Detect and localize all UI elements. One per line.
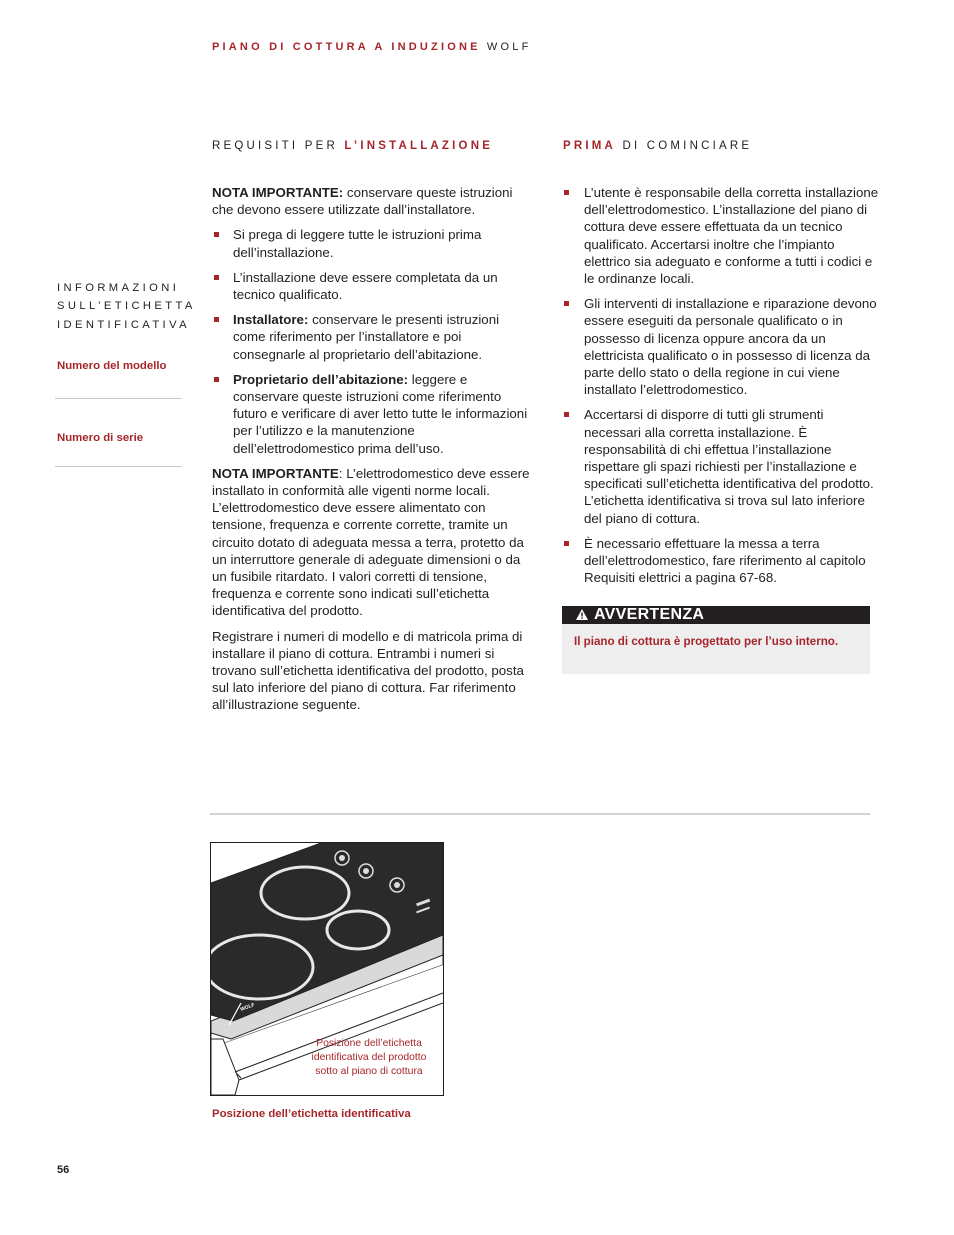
- cooktop-figure: [210, 842, 444, 1096]
- title-bold: L’INSTALLAZIONE: [344, 140, 494, 152]
- important-note-1: [212, 184, 530, 218]
- list-item: È necessario effettuare la messa a terra dell’elettrodomestico, fare riferimento al capitolo Requisiti elettrici a pagina 67-68.: [562, 535, 884, 587]
- header-product: PIANO DI COTTURA A INDUZIONE: [212, 41, 481, 53]
- sidebar-title-line: IDENTIFICATIVA: [57, 318, 190, 331]
- serial-number-field: [55, 466, 182, 467]
- title-bold: PRIMA: [563, 140, 617, 152]
- list-item: Si prega di leggere tutte le istruzioni prima dell’installazione.: [212, 226, 530, 260]
- requirements-list: [212, 226, 530, 456]
- list-item: L’utente è responsabile della corretta installazione dell’elettrodomestico. L’installazione del piano di cottura deve essere effettuata da un tecnico qualificato. Accertarsi inoltre che l’impianto elettrico sia adeguato e conforme a tutti i codici e le ordinanze locali.: [562, 184, 884, 287]
- bullet-square-icon: [564, 541, 569, 546]
- model-number-label: Numero del modello: [57, 360, 167, 372]
- warning-text: Il piano di cottura è progettato per l’uso interno.: [574, 635, 839, 648]
- important-note-2: [212, 465, 530, 620]
- before-starting-list: [562, 184, 884, 586]
- list-item: Gli interventi di installazione e riparazione devono essere eseguiti da personale qualificato o in possesso di licenza oppure ancora da un elettricista qualificato o in possesso di licenza da parte dello stato o della regione in cui viene installato l’elettrodomestico.: [562, 295, 884, 398]
- before-starting-body: [562, 184, 884, 594]
- section-divider: [210, 813, 870, 815]
- warning-triangle-icon: [576, 609, 588, 620]
- list-item: Accertarsi di disporre di tutti gli strumenti necessari alla corretta installazione. È responsabilità di chi effettua l’installazione rispettare gli spazi richiesti per l’installazione e specificati sull’etichetta identificativa del prodotto. L’etichetta identificativa si trova sul lato inferiore del piano di cottura.: [562, 406, 884, 526]
- figure-title: Posizione dell’etichetta identificativa: [212, 1108, 411, 1120]
- figure-callout: Posizione dell’etichetta identificativa del prodotto sotto al piano di cottura: [311, 1038, 427, 1077]
- warning-box: [562, 624, 870, 674]
- installation-requirements-body: [212, 184, 530, 722]
- title-plain: REQUISITI PER: [212, 140, 345, 152]
- warning-label: AVVERTENZA: [594, 606, 705, 623]
- installation-requirements-title: [212, 140, 493, 152]
- model-number-field: [55, 398, 182, 399]
- bullet-square-icon: [214, 275, 219, 280]
- note-label: NOTA IMPORTANTE: [212, 465, 339, 481]
- list-item: Installatore: conservare le presenti istruzioni come riferimento per l’installatore e poi consegnarle al proprietario dell’abitazione.: [212, 311, 530, 363]
- running-header: [212, 41, 532, 53]
- note-text: : L’elettrodomestico deve essere installato in conformità alle vigenti norme locali. L’elettrodomestico deve essere alimentato con tensione, frequenza e corrente corrette, tramite un circuito dotato di adeguata messa a terra, protetto da un interruttore generale di adeguate dimensioni o da un fusibile ritardato. I valori corretti di tensione, frequenza e corrente sono indicati sull’etichetta identificativa del prodotto.: [212, 465, 530, 619]
- bullet-square-icon: [564, 412, 569, 417]
- list-item: Proprietario dell’abitazione: leggere e conservare queste istruzioni come riferimento futuro e verificare di aver letto tutte le informazioni per l’utilizzo e la manutenzione dell’elettrodomestico prima dell’uso.: [212, 371, 530, 457]
- sidebar-title: [57, 279, 196, 334]
- bullet-square-icon: [214, 232, 219, 237]
- note-label: NOTA IMPORTANTE:: [212, 185, 344, 200]
- list-item: L’installazione deve essere completata da un tecnico qualificato.: [212, 269, 530, 303]
- sidebar-title-line: SULL’ETICHETTA: [57, 300, 196, 313]
- warning-header: [562, 606, 870, 624]
- before-starting-title: [563, 140, 752, 152]
- bullet-square-icon: [564, 301, 569, 306]
- serial-number-label: Numero di serie: [57, 432, 144, 444]
- bullet-square-icon: [214, 377, 219, 382]
- model-serial-paragraph: Registrare i numeri di modello e di matricola prima di installare il piano di cottura. Entrambi i numeri si trovano sull’etichetta identificativa del prodotto, posta sul lato inferiore del piano di cottura. Far riferimento all’illustrazione seguente.: [212, 628, 524, 713]
- page-number: 56: [57, 1164, 70, 1176]
- note-text: conservare queste istruzioni che devono essere utilizzate dall’installatore.: [212, 185, 513, 218]
- bullet-square-icon: [214, 317, 219, 322]
- title-plain: DI COMINCIARE: [616, 140, 753, 152]
- header-brand: WOLF: [486, 41, 532, 53]
- cooktop-logo: WOLF: [239, 1002, 256, 1013]
- bullet-square-icon: [564, 190, 569, 195]
- sidebar-title-line: INFORMAZIONI: [57, 282, 180, 294]
